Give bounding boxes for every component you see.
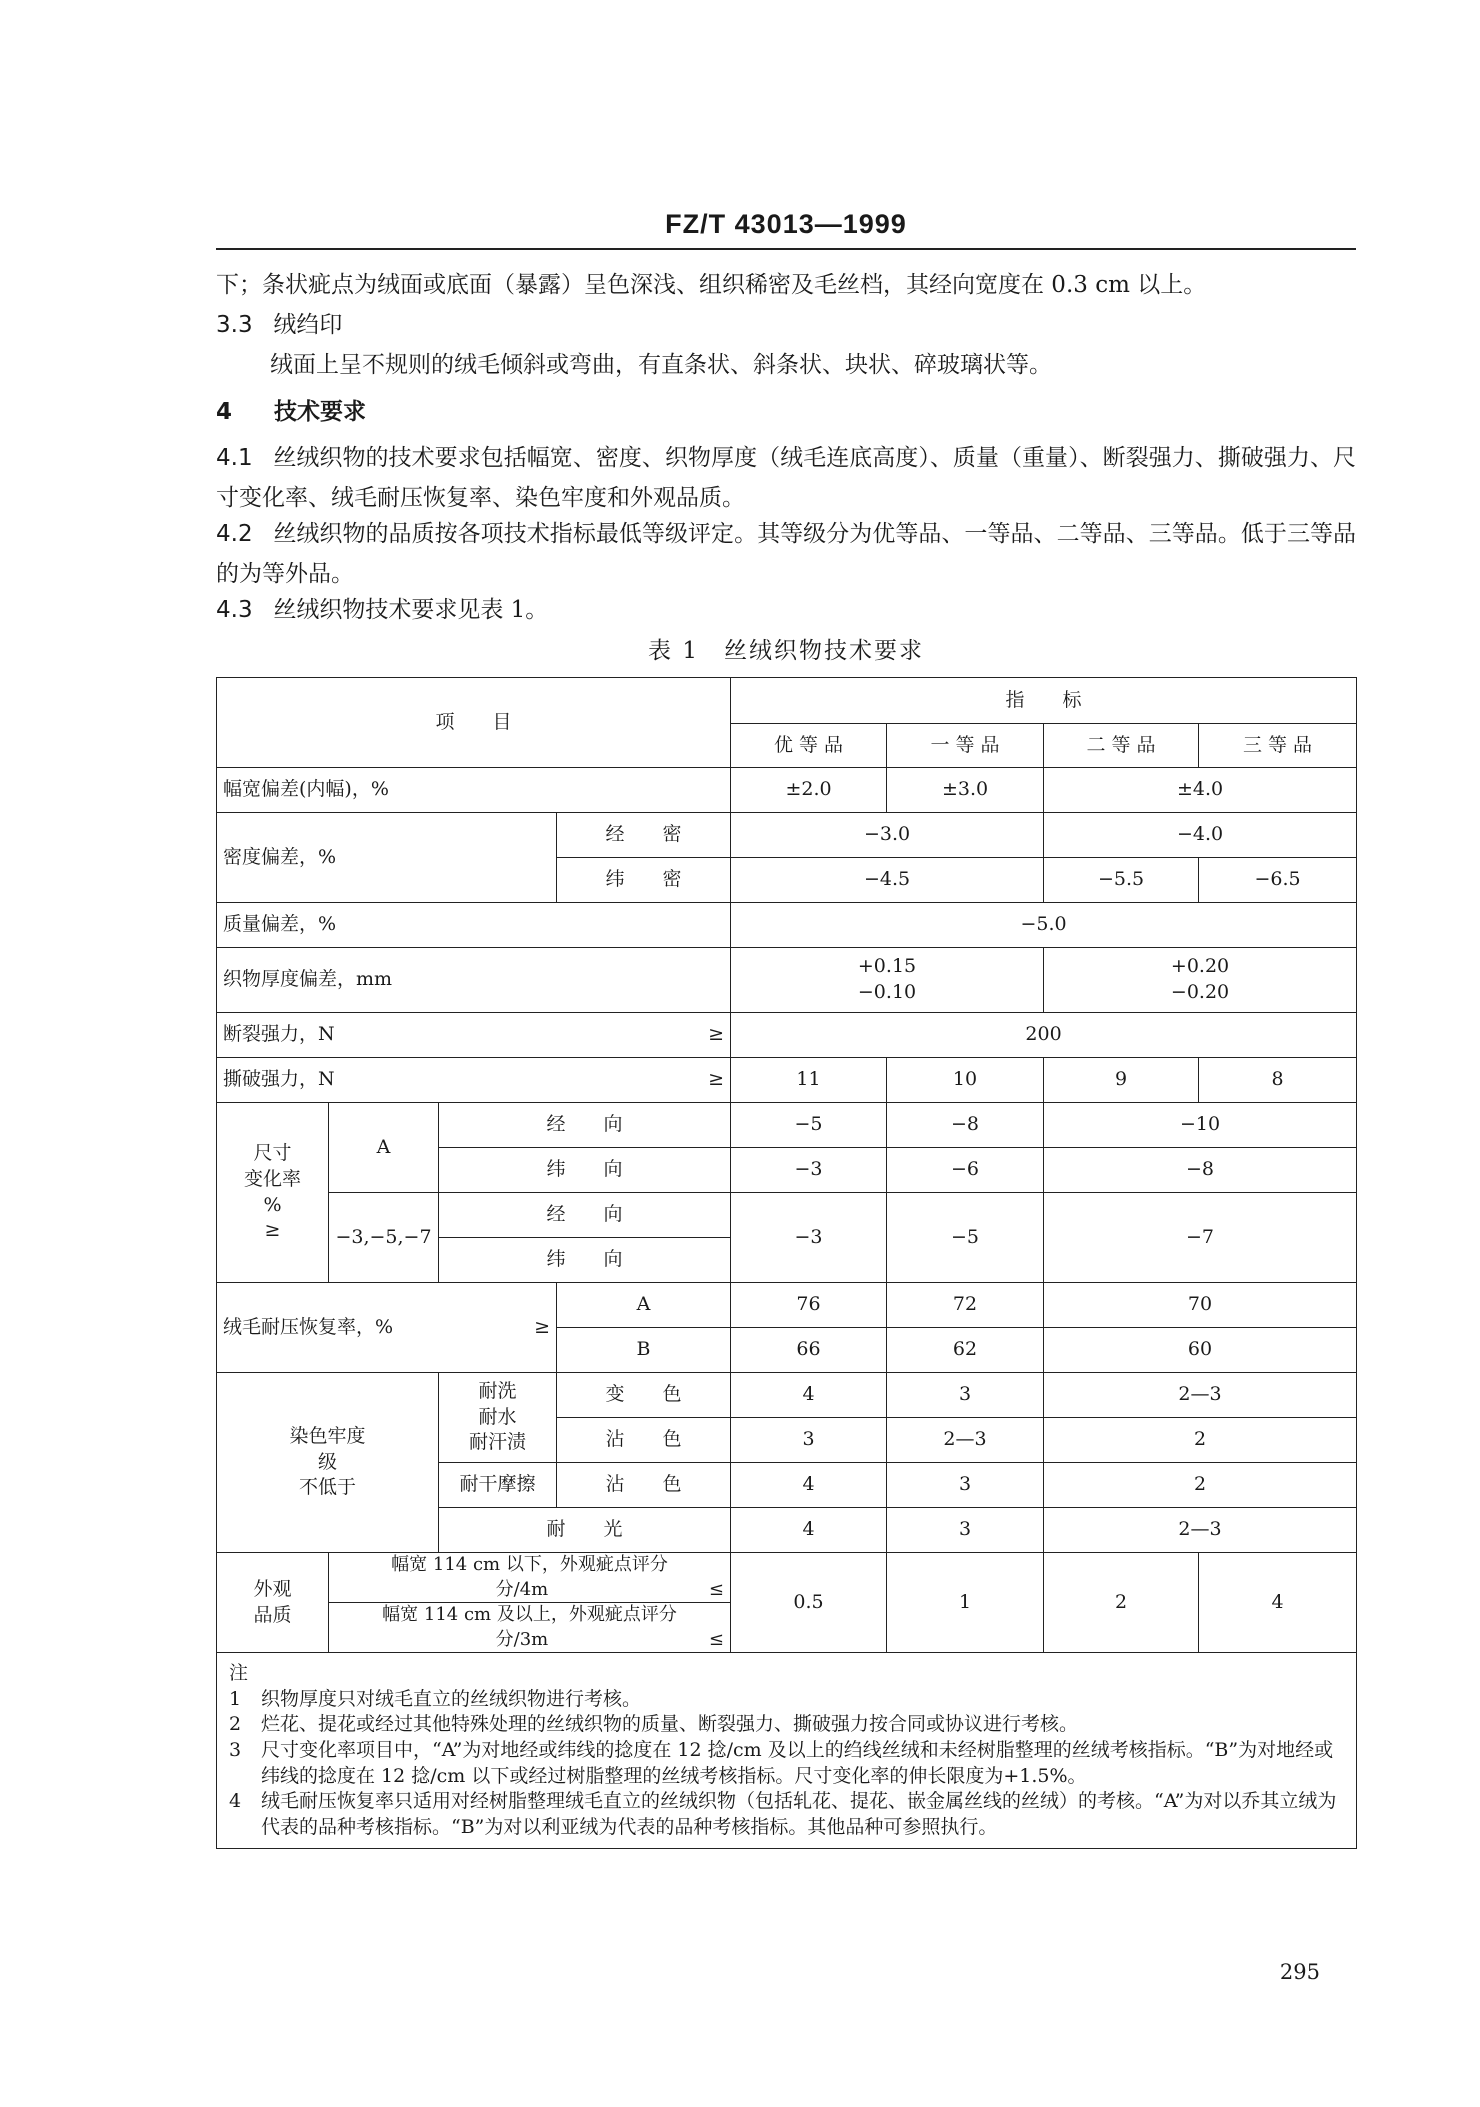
cell-value: ±2.0 xyxy=(731,768,887,813)
le-symbol: ≤ xyxy=(708,1578,725,1600)
cell-value: 4 xyxy=(731,1463,887,1508)
grade-third: 三 等 品 xyxy=(1199,724,1357,768)
cell-value: −5 xyxy=(887,1193,1044,1283)
condition-line: 幅宽 114 cm 以下，外观疵点评分 xyxy=(391,1554,668,1576)
technical-requirements-table xyxy=(216,677,1357,1849)
standard-code: FZ/T 43013—1999 xyxy=(665,209,907,239)
cell-value: 66 xyxy=(731,1328,887,1373)
note-item xyxy=(229,1712,1344,1738)
header-index: 指 标 xyxy=(731,678,1357,724)
cell-value: 9 xyxy=(1044,1058,1199,1103)
row-label xyxy=(217,1553,329,1653)
note-text: 尺寸变化率项目中，“A”为对地经或纬线的捻度在 12 捻/cm 及以上的绉线丝绒和未经树脂整理的丝绒考核指标。“B”为对地经或纬线的捻度在 12 捻/cm 以下或经过树脂整理的丝绒考核指标。尺寸变化率的伸长限度为+1.5%。 xyxy=(261,1738,1334,1787)
cell-value: −3.0 xyxy=(731,813,1044,858)
row-label: 幅宽偏差(内幅)，% xyxy=(217,768,731,813)
label-text: 撕破强力，N xyxy=(223,1068,335,1091)
clause-4-1 xyxy=(216,438,1356,518)
sub-label: 经 向 xyxy=(439,1193,731,1238)
label-line: 尺寸 xyxy=(253,1142,292,1165)
table-row xyxy=(217,1283,1357,1328)
label-text: 断裂强力，N xyxy=(223,1023,335,1046)
sub-label: 沾 色 xyxy=(557,1418,731,1463)
plus-tolerance: +0.20 xyxy=(1170,955,1230,978)
notes-title: 注 xyxy=(229,1662,249,1684)
cell-value: 200 xyxy=(731,1013,1357,1058)
cell-value: 3 xyxy=(887,1508,1044,1553)
test-label: 耐干摩擦 xyxy=(439,1463,557,1508)
table-row xyxy=(217,1013,1357,1058)
note-number: 4 xyxy=(229,1790,242,1813)
note-text: 织物厚度只对绒毛直立的丝绒织物进行考核。 xyxy=(261,1687,642,1710)
table-row xyxy=(217,1103,1357,1148)
row-label xyxy=(217,1283,557,1373)
clause-text: 丝绒织物的技术要求包括幅宽、密度、织物厚度（绒毛连底高度）、质量（重量）、断裂强力、撕破强力、尺寸变化率、绒毛耐压恢复率、染色牢度和外观品质。 xyxy=(216,445,1357,511)
condition-unit: 分/3m xyxy=(495,1628,549,1650)
clause-4-2 xyxy=(216,514,1356,594)
sub-label: 纬 密 xyxy=(557,858,731,903)
cell-value: 4 xyxy=(731,1373,887,1418)
section-number: 4 xyxy=(216,399,233,425)
label-line: 变化率 xyxy=(243,1167,301,1190)
cell-value: 11 xyxy=(731,1058,887,1103)
label-line: 染色牢度 xyxy=(289,1425,366,1448)
label-line: 级 xyxy=(317,1450,337,1473)
notes-cell xyxy=(217,1653,1357,1849)
table-row xyxy=(217,1193,1357,1238)
note-number: 2 xyxy=(229,1713,242,1736)
cell-value: 3 xyxy=(887,1373,1044,1418)
paragraph-continuation: 下；条状疵点为绒面或底面（暴露）呈色深浅、组织稀密及毛丝档，其经向宽度在 0.3 cm 以上。 xyxy=(216,272,1207,298)
cell-value: 2—3 xyxy=(1044,1373,1357,1418)
notes-row xyxy=(217,1653,1357,1849)
condition-line xyxy=(335,1628,724,1652)
table-row xyxy=(217,948,1357,1013)
label-line: 耐汗渍 xyxy=(468,1431,526,1454)
cell-value: −6 xyxy=(887,1148,1044,1193)
section-4-heading xyxy=(216,392,1356,432)
cell-value: 2—3 xyxy=(887,1418,1044,1463)
table-row xyxy=(217,1373,1357,1418)
note-number: 3 xyxy=(229,1738,242,1761)
plus-tolerance: +0.15 xyxy=(857,955,917,978)
sub-label: 纬 向 xyxy=(439,1238,731,1283)
page-header xyxy=(216,196,1356,250)
label-text: 绒毛耐压恢复率，% xyxy=(223,1315,394,1338)
header-item: 项 目 xyxy=(217,678,731,768)
sub-label: 经 向 xyxy=(439,1103,731,1148)
cell-value xyxy=(1044,948,1357,1013)
cell-value: −3 xyxy=(731,1193,887,1283)
sub-label: 变 色 xyxy=(557,1373,731,1418)
condition-cell xyxy=(329,1603,731,1653)
cell-value: 0.5 xyxy=(731,1553,887,1653)
cell-value: 3 xyxy=(731,1418,887,1463)
cell-value: 3 xyxy=(887,1463,1044,1508)
ge-symbol: ≥ xyxy=(708,1068,725,1091)
table-row xyxy=(217,1553,1357,1603)
minus-tolerance: −0.20 xyxy=(1170,981,1230,1003)
clause-number: 4.3 xyxy=(216,597,253,623)
sub-label: 耐 光 xyxy=(439,1508,731,1553)
minus-tolerance: −0.10 xyxy=(857,981,917,1003)
condition-unit: 分/4m xyxy=(495,1578,549,1600)
row-label: 密度偏差，% xyxy=(217,813,557,903)
category-label: −3,−5,−7 xyxy=(329,1193,439,1283)
cell-value: −10 xyxy=(1044,1103,1357,1148)
label-line: 品质 xyxy=(253,1603,292,1626)
condition-cell xyxy=(329,1553,731,1603)
table-header-row xyxy=(217,678,1357,724)
cell-value: −4.0 xyxy=(1044,813,1357,858)
row-label xyxy=(217,1103,329,1283)
grade-first: 一 等 品 xyxy=(887,724,1044,768)
clause-4-3 xyxy=(216,590,1356,630)
cell-value: 10 xyxy=(887,1058,1044,1103)
sub-label: 纬 向 xyxy=(439,1148,731,1193)
sub-label: A xyxy=(557,1283,731,1328)
table-row xyxy=(217,768,1357,813)
note-number: 1 xyxy=(229,1687,242,1710)
table-caption: 表 1 丝绒织物技术要求 xyxy=(648,638,924,664)
cell-value: 2 xyxy=(1044,1553,1199,1653)
cell-value: −5.0 xyxy=(731,903,1357,948)
row-label xyxy=(217,1373,439,1553)
cell-value: 4 xyxy=(731,1508,887,1553)
ge-symbol: ≥ xyxy=(708,1023,725,1046)
section-3-3-body: 绒面上呈不规则的绒毛倾斜或弯曲，有直条状、斜条状、块状、碎玻璃状等。 xyxy=(270,352,1052,378)
clause-text: 丝绒织物技术要求见表 1。 xyxy=(273,597,549,623)
cell-value: 72 xyxy=(887,1283,1044,1328)
cell-value: −4.5 xyxy=(731,858,1044,903)
clause-number: 4.2 xyxy=(216,521,253,547)
section-title: 技术要求 xyxy=(274,399,367,425)
cell-value: 1 xyxy=(887,1553,1044,1653)
note-item xyxy=(229,1687,1344,1713)
row-label: 质量偏差，% xyxy=(217,903,731,948)
cell-value: 60 xyxy=(1044,1328,1357,1373)
page-number: 295 xyxy=(1279,1960,1320,1984)
le-symbol: ≤ xyxy=(708,1628,725,1650)
row-label xyxy=(217,1013,731,1058)
cell-value: −6.5 xyxy=(1199,858,1357,903)
row-label xyxy=(217,1058,731,1103)
ge-symbol: ≥ xyxy=(534,1315,550,1338)
category-label: A xyxy=(329,1103,439,1193)
note-item xyxy=(229,1789,1344,1840)
cell-value xyxy=(731,948,1044,1013)
cell-value: 2 xyxy=(1044,1463,1357,1508)
cell-value: −5 xyxy=(731,1103,887,1148)
sub-label: 经 密 xyxy=(557,813,731,858)
clause-text: 丝绒织物的品质按各项技术指标最低等级评定。其等级分为优等品、一等品、二等品、三等品。低于三等品的为等外品。 xyxy=(216,521,1357,587)
cell-value: −3 xyxy=(731,1148,887,1193)
grade-second: 二 等 品 xyxy=(1044,724,1199,768)
cell-value: 62 xyxy=(887,1328,1044,1373)
section-3-3-heading xyxy=(216,305,1356,345)
condition-line: 幅宽 114 cm 及以上，外观疵点评分 xyxy=(382,1604,677,1626)
cell-value: −5.5 xyxy=(1044,858,1199,903)
cell-value: ±3.0 xyxy=(887,768,1044,813)
cell-value: 70 xyxy=(1044,1283,1357,1328)
label-line: 不低于 xyxy=(298,1476,356,1499)
label-line: 外观 xyxy=(253,1577,292,1600)
sub-label: B xyxy=(557,1328,731,1373)
label-line: 耐洗 xyxy=(478,1380,517,1403)
cell-value: −8 xyxy=(887,1103,1044,1148)
note-item xyxy=(229,1738,1344,1789)
note-text: 烂花、提花或经过其他特殊处理的丝绒织物的质量、断裂强力、撕破强力按合同或协议进行考核。 xyxy=(261,1713,1079,1736)
section-title: 绒绉印 xyxy=(273,312,343,338)
cell-value: 2 xyxy=(1044,1418,1357,1463)
label-line: ≥ xyxy=(264,1219,281,1242)
cell-value: ±4.0 xyxy=(1044,768,1357,813)
test-label xyxy=(439,1373,557,1463)
cell-value: 4 xyxy=(1199,1553,1357,1653)
cell-value: 76 xyxy=(731,1283,887,1328)
sub-label: 沾 色 xyxy=(557,1463,731,1508)
cell-value: 8 xyxy=(1199,1058,1357,1103)
condition-line xyxy=(335,1578,724,1602)
table-row xyxy=(217,813,1357,858)
clause-number: 4.1 xyxy=(216,445,253,471)
grade-superior: 优 等 品 xyxy=(731,724,887,768)
cell-value: −8 xyxy=(1044,1148,1357,1193)
note-text: 绒毛耐压恢复率只适用对经树脂整理绒毛直立的丝绒织物（包括轧花、提花、嵌金属丝线的丝绒）的考核。“A”为对以乔其立绒为代表的品种考核指标。“B”为对以利亚绒为代表的品种考核指标。其他品种可参照执行。 xyxy=(261,1790,1337,1838)
row-label: 织物厚度偏差，mm xyxy=(217,948,731,1013)
label-line: 耐水 xyxy=(478,1405,517,1428)
label-line: % xyxy=(263,1193,282,1216)
section-number: 3.3 xyxy=(216,312,253,338)
cell-value: 2—3 xyxy=(1044,1508,1357,1553)
table-row xyxy=(217,1058,1357,1103)
cell-value: −7 xyxy=(1044,1193,1357,1283)
table-row xyxy=(217,903,1357,948)
